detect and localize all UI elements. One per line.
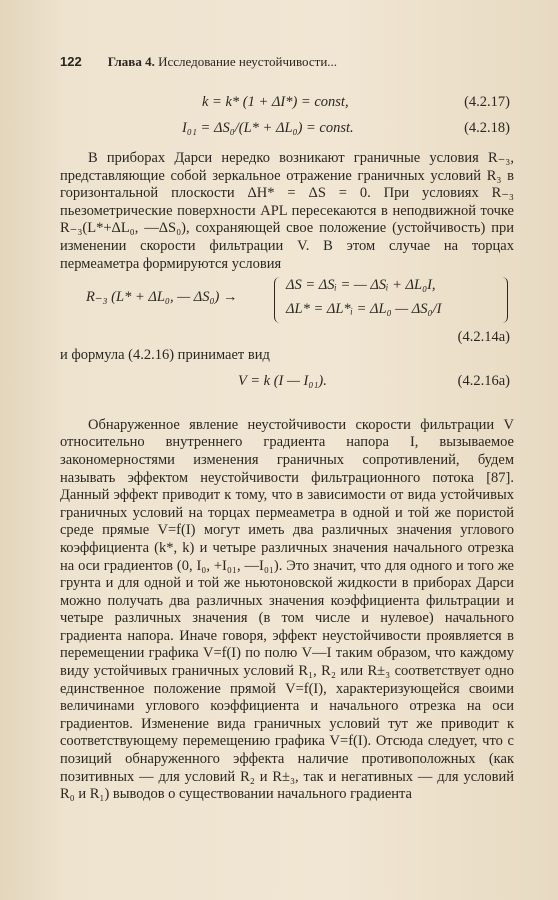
chapter-heading <box>108 54 337 70</box>
paragraph-continuation: и формула (4.2.16) принимает вид <box>60 347 270 364</box>
left-brace <box>274 277 283 323</box>
equation-number: (4.2.17) <box>464 94 510 110</box>
equation-4-2-18 <box>60 116 514 140</box>
equation-number: (4.2.16а) <box>457 372 510 389</box>
chapter-label: Глава 4. <box>107 54 155 69</box>
paragraph-2: Обнаруженное явление неустойчивости скорости фильтрации V относительно внутреннего градиента напора I, вызываемое закономерностями изменения граничных сопротивлений, будем называть эффектом неустойчивости фильтрационного потока [87]. Данный эффект приводит к тому, что в зависимости от вида устойчивых граничных условий на торцах пермеаметра в одной и той же пористой среде прямые V=f(I) могут иметь два различных значения углового коэффициента (k*, k) и четыре различных значения начального отрезка на оси градиентов (0, I₀, +I₀₁, —I₀₁). Это значит, что для одного и того же грунта и для одной и той же ньютоновской жидкости в приборах Дарси можно получать два различных значения коэффициента фильтрации и четыре различных значения (в том числе и нулевое) начального градиента напора. Иначе говоря, эффект неустойчивости проявляется в перемещении графика V=f(I) по полю V—I таким образом, что каждому виду устойчивых граничных условий R₁, R₂ или R±₃ соответствует одно единственное положение прямой V=f(I), характеризующейся своими величинами углового коэффициента и начального отрезка на оси градиентов. Изменение вида граничных условий тут же приводит к соответствующему перемещению графика V=f(I). Отсюда следует, что с позиций обнаруженного эффекта наличие противоположных (как позитивных — для условий R₂ и R±₃, так и негативных — для условий R₀ и R₁) выводов о существовании начального градиента <box>60 416 514 803</box>
right-brace <box>499 277 508 323</box>
equation-4-2-16a <box>60 371 514 395</box>
equation-number: (4.2.14а) <box>457 329 510 346</box>
equation-number: (4.2.18) <box>464 120 510 136</box>
running-header <box>60 54 512 70</box>
page-number: 122 <box>60 54 82 69</box>
equation-formula: k = k* (1 + ΔI*) = const, <box>202 94 349 110</box>
equation-4-2-17 <box>60 92 514 116</box>
chapter-title: Исследование неустойчивости... <box>158 54 338 69</box>
paragraph-1: В приборах Дарси нередко возникают граничные условия R₋₃, представляющие собой зеркальное отражение граничных условий R₃ в горизонтальной плоскости ΔH* = ΔS = 0. При условиях R₋₃ пьезометрические поверхности APL пересекаются в неподвижной точке R₋₃(L*+ΔL₀, —ΔS₀), сохраняющей свое положение (устойчивость) при изменении скорости фильтрации V. В этом случае на торцах пермеаметра формируются условия <box>60 150 514 272</box>
page-body <box>60 92 514 804</box>
equation-4-2-14a <box>60 275 514 329</box>
system-left-side: R₋₃ (L* + ΔL₀, — ΔS₀) → <box>86 289 238 306</box>
equation-formula: V = k (I — I₀₁). <box>238 372 327 389</box>
equation-formula: I₀₁ = ΔS₀/(L* + ΔL₀) = const. <box>182 120 354 136</box>
system-line-2: ΔL* = ΔL*ᵢ = ΔL₀ — ΔS₀/I <box>286 301 442 318</box>
system-line-1: ΔS = ΔSᵢ = — ΔSᵢ + ΔL₀I, <box>286 277 436 294</box>
